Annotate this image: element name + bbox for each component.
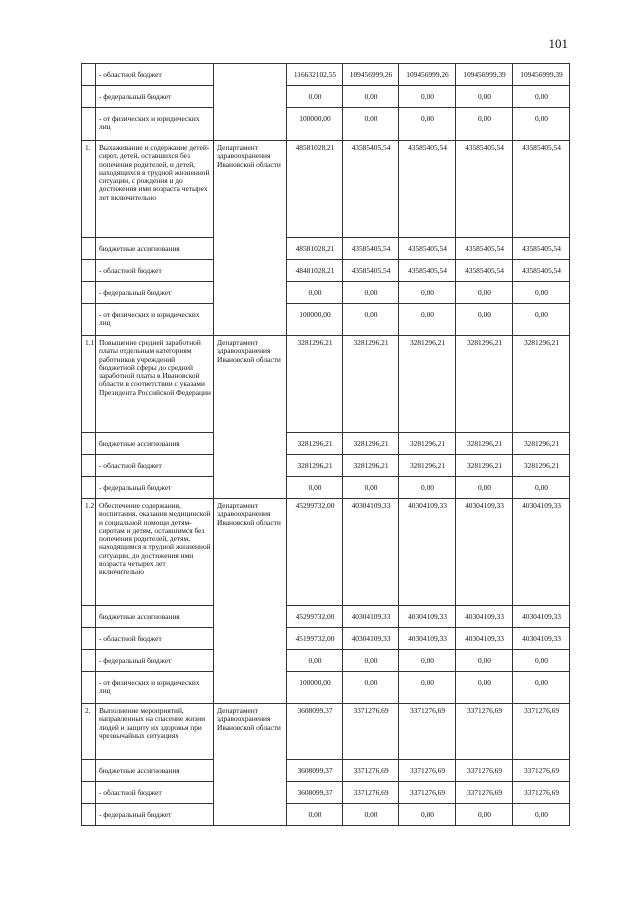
amount-cell: 43585405,54 <box>513 141 570 238</box>
amount-cell: 0,00 <box>399 282 456 304</box>
table-row <box>82 86 570 108</box>
amount-cell: 40304109,33 <box>513 499 570 606</box>
responsible-executor <box>214 455 287 477</box>
row-title: бюджетные ассигнования <box>96 606 214 628</box>
amount-cell: 0,00 <box>343 650 399 672</box>
amount-cell: 3281296,21 <box>513 455 570 477</box>
row-number <box>82 477 96 499</box>
amount-cell: 40304109,33 <box>399 628 456 650</box>
amount-cell: 0,00 <box>343 282 399 304</box>
amount-cell: 116632102,55 <box>287 64 343 86</box>
table-row <box>82 804 570 826</box>
amount-cell: 45299732,00 <box>287 606 343 628</box>
amount-cell: 0,00 <box>399 86 456 108</box>
amount-cell: 0,00 <box>456 282 513 304</box>
table-row <box>82 672 570 704</box>
table-row <box>82 628 570 650</box>
amount-cell: 3281296,21 <box>343 433 399 455</box>
amount-cell: 0,00 <box>343 804 399 826</box>
responsible-executor: Департамент здравоохранения Ивановской области <box>214 141 287 238</box>
row-title: бюджетные ассигнования <box>96 433 214 455</box>
row-title: - областной бюджет <box>96 628 214 650</box>
amount-cell: 43585405,54 <box>399 141 456 238</box>
amount-cell: 48581028,21 <box>287 141 343 238</box>
responsible-executor <box>214 804 287 826</box>
amount-cell: 0,00 <box>399 672 456 704</box>
amount-cell: 0,00 <box>399 108 456 141</box>
row-number: 1.1 <box>82 336 96 433</box>
amount-cell: 0,00 <box>456 304 513 336</box>
amount-cell: 0,00 <box>343 108 399 141</box>
amount-cell: 3281296,21 <box>456 455 513 477</box>
table-row <box>82 336 570 433</box>
amount-cell: 0,00 <box>343 477 399 499</box>
amount-cell: 43585405,54 <box>513 260 570 282</box>
row-title: Выхаживание и содержание детей-сирот, детей, оставшихся без попечения родителей, и детей, находящихся в трудной жизненной ситуации, с рождения и до достижения ими возраста четырех лет включительно <box>96 141 214 238</box>
amount-cell: 40304109,33 <box>399 499 456 606</box>
amount-cell: 43585405,54 <box>343 238 399 260</box>
responsible-executor <box>214 108 287 141</box>
row-number <box>82 455 96 477</box>
amount-cell: 3371276,69 <box>456 782 513 804</box>
row-title: - федеральный бюджет <box>96 282 214 304</box>
amount-cell: 40304109,33 <box>343 606 399 628</box>
amount-cell: 0,00 <box>513 650 570 672</box>
responsible-executor <box>214 282 287 304</box>
amount-cell: 3281296,21 <box>399 455 456 477</box>
responsible-executor <box>214 433 287 455</box>
row-number <box>82 628 96 650</box>
amount-cell: 48581028,21 <box>287 238 343 260</box>
amount-cell: 3281296,21 <box>456 336 513 433</box>
amount-cell: 0,00 <box>513 108 570 141</box>
amount-cell: 109456999,39 <box>456 64 513 86</box>
table-row <box>82 64 570 86</box>
row-title: - областной бюджет <box>96 260 214 282</box>
responsible-executor <box>214 672 287 704</box>
amount-cell: 43585405,54 <box>343 260 399 282</box>
row-title: - областной бюджет <box>96 455 214 477</box>
row-title: - федеральный бюджет <box>96 650 214 672</box>
amount-cell: 3371276,69 <box>399 782 456 804</box>
amount-cell: 3371276,69 <box>456 760 513 782</box>
table-row <box>82 704 570 760</box>
amount-cell: 45299732,00 <box>287 499 343 606</box>
amount-cell: 0,00 <box>456 804 513 826</box>
row-number <box>82 804 96 826</box>
amount-cell: 43585405,54 <box>456 141 513 238</box>
amount-cell: 48481028,21 <box>287 260 343 282</box>
table-row <box>82 650 570 672</box>
amount-cell: 3371276,69 <box>513 760 570 782</box>
amount-cell: 0,00 <box>287 804 343 826</box>
table-row <box>82 455 570 477</box>
amount-cell: 100000,00 <box>287 304 343 336</box>
responsible-executor: Департамент здравоохранения Ивановской области <box>214 704 287 760</box>
row-title: - от физических и юридических лиц <box>96 108 214 141</box>
budget-table <box>81 63 570 826</box>
amount-cell: 3608099,37 <box>287 782 343 804</box>
amount-cell: 0,00 <box>513 477 570 499</box>
row-number <box>82 782 96 804</box>
amount-cell: 0,00 <box>399 304 456 336</box>
amount-cell: 43585405,54 <box>399 238 456 260</box>
amount-cell: 0,00 <box>287 86 343 108</box>
amount-cell: 3281296,21 <box>287 433 343 455</box>
amount-cell: 40304109,33 <box>456 606 513 628</box>
amount-cell: 0,00 <box>456 86 513 108</box>
amount-cell: 0,00 <box>287 477 343 499</box>
amount-cell: 0,00 <box>456 477 513 499</box>
table-row <box>82 499 570 606</box>
amount-cell: 40304109,33 <box>456 499 513 606</box>
table-row <box>82 260 570 282</box>
amount-cell: 0,00 <box>343 304 399 336</box>
amount-cell: 40304109,33 <box>399 606 456 628</box>
row-number <box>82 433 96 455</box>
row-title: - областной бюджет <box>96 64 214 86</box>
amount-cell: 3281296,21 <box>343 455 399 477</box>
amount-cell: 3608099,37 <box>287 704 343 760</box>
page-number: 101 <box>548 36 568 51</box>
responsible-executor <box>214 760 287 782</box>
amount-cell: 3281296,21 <box>513 433 570 455</box>
row-number <box>82 282 96 304</box>
amount-cell: 40304109,33 <box>513 628 570 650</box>
row-number: 2. <box>82 704 96 760</box>
amount-cell: 0,00 <box>287 650 343 672</box>
amount-cell: 3371276,69 <box>343 704 399 760</box>
amount-cell: 3371276,69 <box>513 704 570 760</box>
amount-cell: 100000,00 <box>287 108 343 141</box>
row-number <box>82 650 96 672</box>
row-title: - федеральный бюджет <box>96 86 214 108</box>
row-number <box>82 606 96 628</box>
amount-cell: 0,00 <box>513 804 570 826</box>
row-number <box>82 108 96 141</box>
responsible-executor: Департамент здравоохранения Ивановской области <box>214 336 287 433</box>
amount-cell: 3281296,21 <box>343 336 399 433</box>
row-title: бюджетные ассигнования <box>96 760 214 782</box>
table-row <box>82 282 570 304</box>
table-row <box>82 433 570 455</box>
amount-cell: 43585405,54 <box>456 238 513 260</box>
amount-cell: 3608099,37 <box>287 760 343 782</box>
table-row <box>82 760 570 782</box>
amount-cell: 3281296,21 <box>287 455 343 477</box>
table-row <box>82 782 570 804</box>
amount-cell: 3281296,21 <box>456 433 513 455</box>
row-title: бюджетные ассигнования <box>96 238 214 260</box>
amount-cell: 0,00 <box>399 477 456 499</box>
row-title: - от физических и юридических лиц <box>96 672 214 704</box>
amount-cell: 40304109,33 <box>456 628 513 650</box>
amount-cell: 0,00 <box>513 672 570 704</box>
amount-cell: 3371276,69 <box>399 704 456 760</box>
row-number <box>82 260 96 282</box>
responsible-executor <box>214 650 287 672</box>
amount-cell: 0,00 <box>456 650 513 672</box>
amount-cell: 3371276,69 <box>343 760 399 782</box>
amount-cell: 43585405,54 <box>456 260 513 282</box>
amount-cell: 100000,00 <box>287 672 343 704</box>
amount-cell: 40304109,33 <box>343 628 399 650</box>
table-row <box>82 141 570 238</box>
amount-cell: 0,00 <box>343 672 399 704</box>
amount-cell: 0,00 <box>513 304 570 336</box>
amount-cell: 0,00 <box>513 86 570 108</box>
amount-cell: 45199732,00 <box>287 628 343 650</box>
responsible-executor <box>214 260 287 282</box>
amount-cell: 0,00 <box>399 804 456 826</box>
amount-cell: 0,00 <box>399 650 456 672</box>
row-title: - федеральный бюджет <box>96 804 214 826</box>
table-row <box>82 238 570 260</box>
row-title: Повышение средней заработной платы отдельным категориям работников учреждений бюджетной сферы до средней заработной платы в Ивановской области в соответствии с указами Президента Российской Федерации <box>96 336 214 433</box>
responsible-executor <box>214 64 287 86</box>
responsible-executor <box>214 238 287 260</box>
row-title: - от физических и юридических лиц <box>96 304 214 336</box>
row-number <box>82 86 96 108</box>
table-row <box>82 304 570 336</box>
amount-cell: 3281296,21 <box>399 336 456 433</box>
amount-cell: 3281296,21 <box>287 336 343 433</box>
row-number <box>82 238 96 260</box>
row-title: - областной бюджет <box>96 782 214 804</box>
amount-cell: 0,00 <box>343 86 399 108</box>
responsible-executor: Департамент здравоохранения Ивановской области <box>214 499 287 606</box>
amount-cell: 109456999,39 <box>513 64 570 86</box>
amount-cell: 109456999,26 <box>399 64 456 86</box>
table-row <box>82 606 570 628</box>
row-number <box>82 672 96 704</box>
amount-cell: 43585405,54 <box>399 260 456 282</box>
responsible-executor <box>214 782 287 804</box>
amount-cell: 3371276,69 <box>399 760 456 782</box>
responsible-executor <box>214 86 287 108</box>
row-number: 1.2 <box>82 499 96 606</box>
amount-cell: 40304109,33 <box>513 606 570 628</box>
amount-cell: 40304109,33 <box>343 499 399 606</box>
amount-cell: 3371276,69 <box>513 782 570 804</box>
row-title: Выполнение мероприятий, направленных на спасение жизни людей и защиту их здоровья при чрезвычайных ситуациях <box>96 704 214 760</box>
amount-cell: 0,00 <box>287 282 343 304</box>
row-number <box>82 304 96 336</box>
table-row <box>82 477 570 499</box>
amount-cell: 0,00 <box>456 672 513 704</box>
row-title: Обеспечение содержания, воспитания, оказания медицинской и социальной помощи детям-сиротам и детям, оставшимся без попечения родителей, детям, находящимся в трудной жизненной ситуации, до достижения ими возраста четырех лет включительно <box>96 499 214 606</box>
responsible-executor <box>214 606 287 628</box>
amount-cell: 43585405,54 <box>343 141 399 238</box>
amount-cell: 3371276,69 <box>456 704 513 760</box>
amount-cell: 3281296,21 <box>513 336 570 433</box>
amount-cell: 43585405,54 <box>513 238 570 260</box>
row-number: 1. <box>82 141 96 238</box>
amount-cell: 0,00 <box>456 108 513 141</box>
amount-cell: 109456999,26 <box>343 64 399 86</box>
responsible-executor <box>214 304 287 336</box>
amount-cell: 3371276,69 <box>343 782 399 804</box>
row-number <box>82 64 96 86</box>
row-title: - федеральный бюджет <box>96 477 214 499</box>
responsible-executor <box>214 477 287 499</box>
table-row <box>82 108 570 141</box>
amount-cell: 0,00 <box>513 282 570 304</box>
responsible-executor <box>214 628 287 650</box>
row-number <box>82 760 96 782</box>
amount-cell: 3281296,21 <box>399 433 456 455</box>
